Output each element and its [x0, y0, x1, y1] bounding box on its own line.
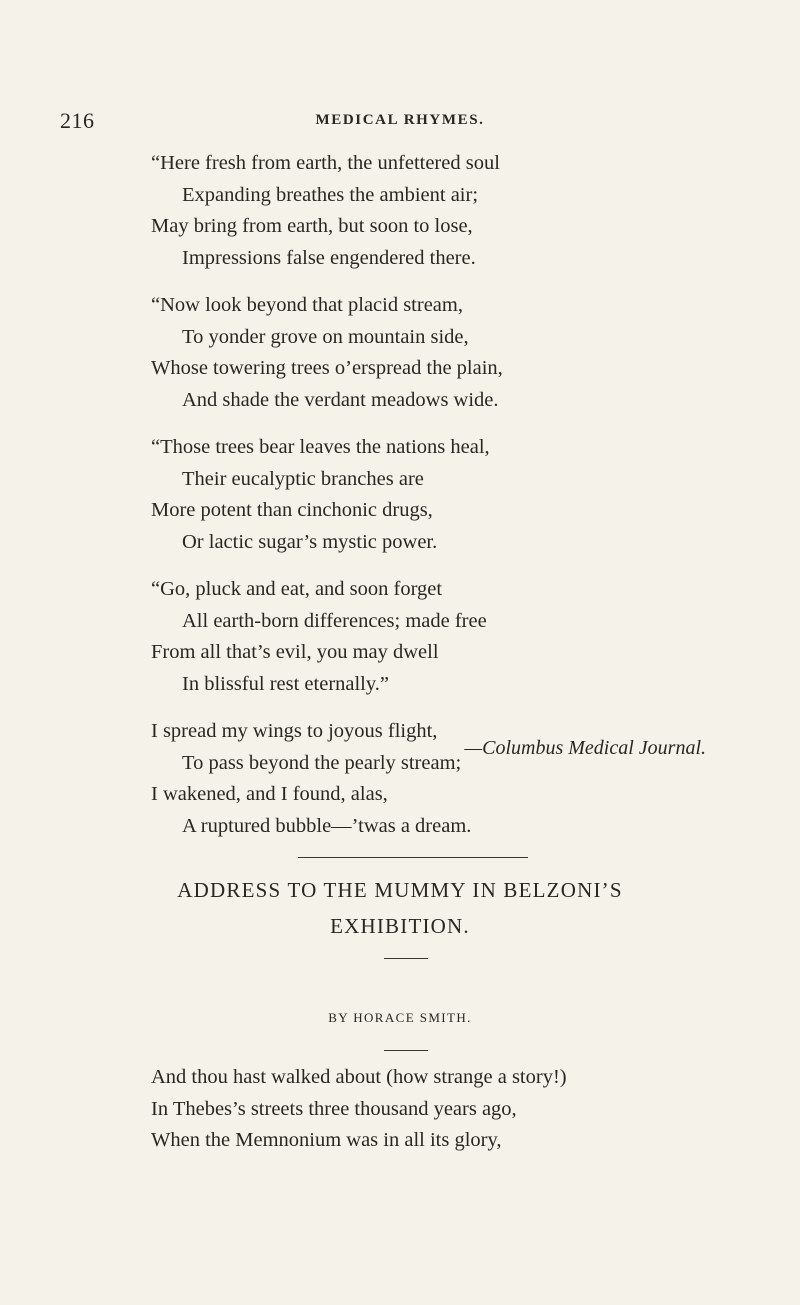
poem-line: “Go, pluck and eat, and soon forget: [151, 578, 443, 600]
byline: BY HORACE SMITH.: [328, 1010, 472, 1025]
poem-line: Whose towering trees o’erspread the plain,: [151, 357, 503, 379]
poem-two: [151, 1062, 771, 1157]
poem-line: Expanding breathes the ambient air;: [182, 183, 479, 206]
poem-line: May bring from earth, but soon to lose,: [151, 215, 473, 237]
section-title-continued: EXHIBITION.: [330, 914, 470, 938]
poem-line: “Here fresh from earth, the unfettered soul: [151, 152, 500, 174]
page-header: [60, 108, 740, 138]
stanza: [151, 148, 751, 274]
poem-line: In blissful rest eternally.”: [182, 672, 390, 695]
stanza: [151, 290, 751, 416]
poem-line: Impressions false engendered there.: [182, 246, 476, 269]
poem-line: Or lactic sugar’s mystic power.: [182, 530, 438, 553]
stanza: [151, 716, 751, 842]
poem-line: A ruptured bubble—’twas a dream.: [182, 814, 472, 837]
section-divider: [298, 857, 528, 858]
poem-line: I wakened, and I found, alas,: [151, 783, 388, 805]
section-title: ADDRESS TO THE MUMMY IN BELZONI’S: [177, 878, 623, 902]
poem-line: I spread my wings to joyous flight,: [151, 720, 438, 742]
running-head: MEDICAL RHYMES.: [315, 112, 485, 128]
poem-line: Their eucalyptic branches are: [182, 467, 424, 490]
poem-line: To pass beyond the pearly stream;: [182, 751, 462, 774]
poem-line: To yonder grove on mountain side,: [182, 325, 469, 348]
poem-line: And shade the verdant meadows wide.: [182, 388, 499, 411]
poem-line: More potent than cinchonic drugs,: [151, 499, 433, 521]
short-rule: [384, 1050, 428, 1051]
poem-line: All earth-born differences; made free: [182, 609, 487, 632]
poem-line: And thou hast walked about (how strange a story!): [151, 1066, 567, 1088]
poem-line: “Those trees bear leaves the nations heal,: [151, 436, 490, 458]
poem-line: In Thebes’s streets three thousand years ago,: [151, 1097, 517, 1120]
poem-line: “Now look beyond that placid stream,: [151, 294, 463, 316]
short-rule: [384, 958, 428, 959]
stanza: [151, 574, 751, 700]
page-number: 216: [60, 108, 95, 133]
poem-line: When the Memnonium was in all its glory,: [151, 1129, 502, 1151]
attribution: —Columbus Medical Journal.: [464, 737, 706, 759]
stanza: [151, 432, 751, 558]
poem-line: From all that’s evil, you may dwell: [151, 641, 439, 663]
